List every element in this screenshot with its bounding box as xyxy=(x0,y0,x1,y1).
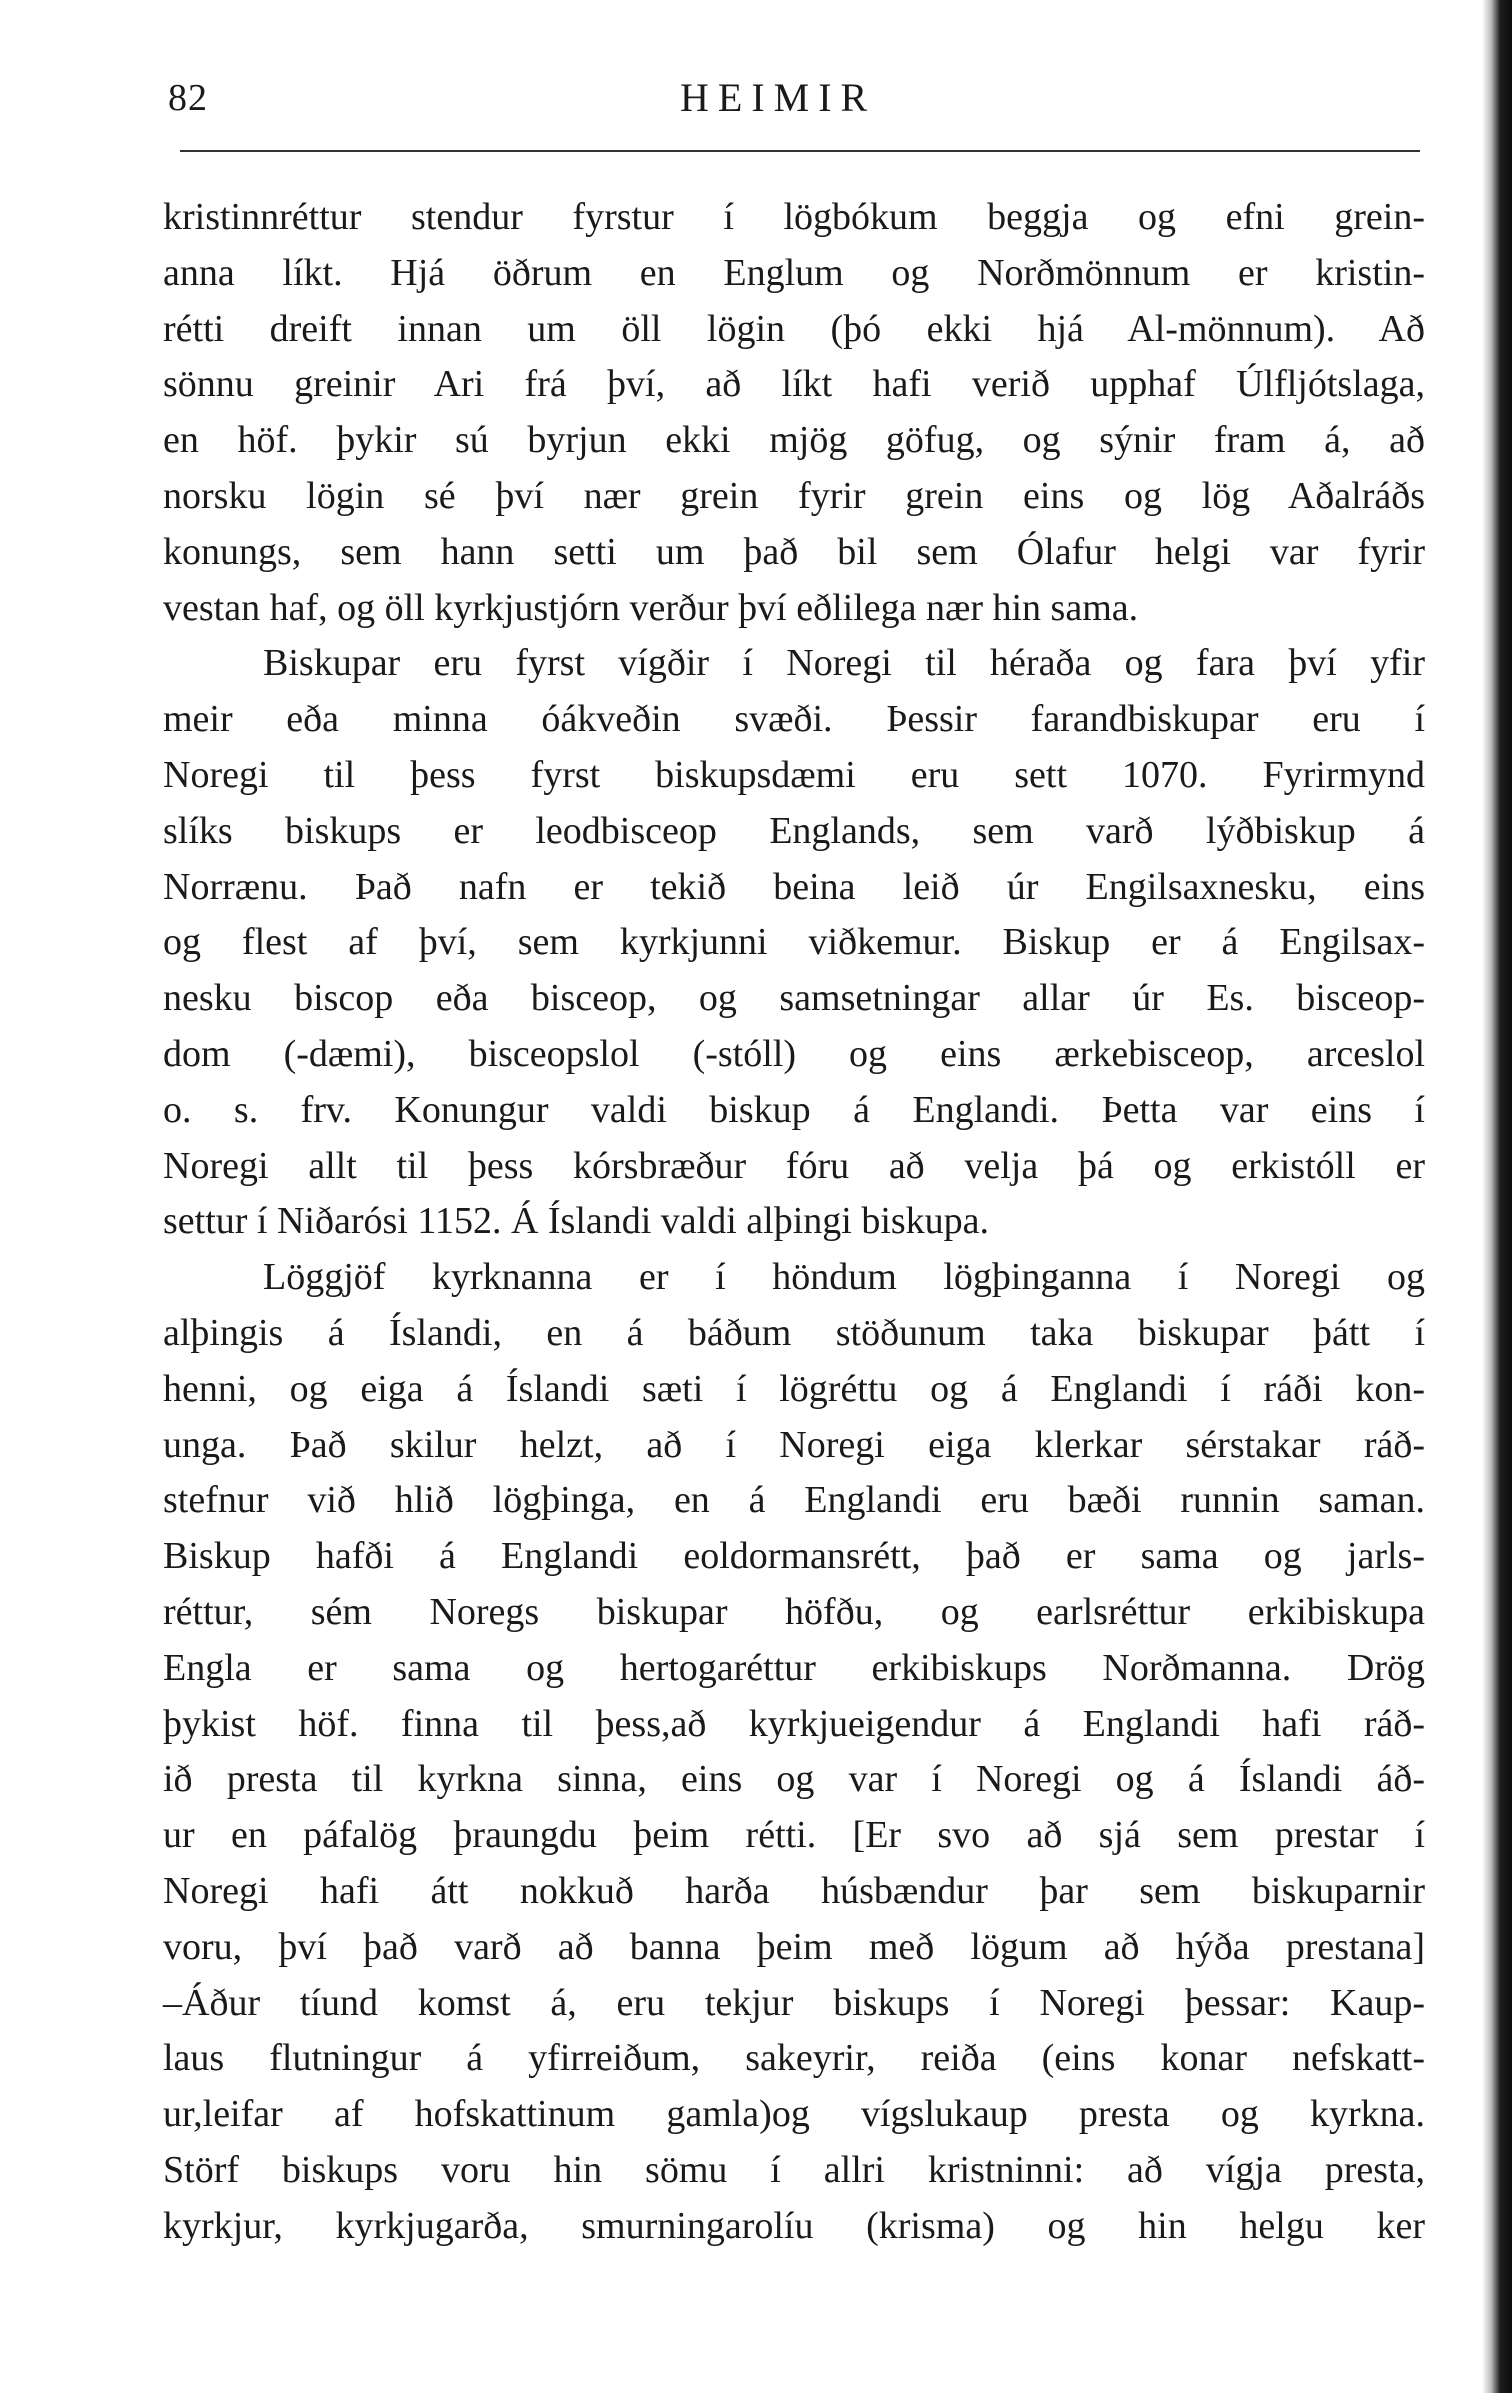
text-line: kyrkjur, kyrkjugarða, smurningarolíu (krisma) og hin helgu ker xyxy=(163,2204,1425,2247)
text-line: laus flutningur á yfirreiðum, sakeyrir, reiða (eins konar nefskatt- xyxy=(163,2037,1425,2080)
text-line: –Áður tíund komst á, eru tekjur biskups í Noregi þessar: Kaup- xyxy=(163,1981,1425,2024)
text-line: Engla er sama og hertogaréttur erkibiskups Norðmanna. Drög xyxy=(163,1646,1425,1689)
text-line: norsku lögin sé því nær grein fyrir grein eins og lög Aðalráðs xyxy=(163,474,1425,517)
text-line: og flest af því, sem kyrkjunni viðkemur. Biskup er á Engilsax- xyxy=(163,921,1425,964)
text-line: unga. Það skilur helzt, að í Noregi eiga klerkar sérstakar ráð- xyxy=(163,1423,1425,1466)
text-line: ur en páfalög þraungdu þeim rétti. [Er svo að sjá sem prestar í xyxy=(163,1814,1425,1857)
text-line: slíks biskups er leodbisceop Englands, sem varð lýðbiskup á xyxy=(163,809,1425,852)
text-line: Norrænu. Það nafn er tekið beina leið úr Engilsaxnesku, eins xyxy=(163,865,1425,908)
text-line: réttur, sém Noregs biskupar höfðu, og earlsréttur erkibiskupa xyxy=(163,1590,1425,1633)
text-line: meir eða minna óákveðin svæði. Þessir farandbiskupar eru í xyxy=(163,698,1425,741)
text-line: vestan haf, og öll kyrkjustjórn verður því eðlilega nær hin sama. xyxy=(163,586,1139,629)
text-line: en höf. þykir sú byrjun ekki mjög göfug, og sýnir fram á, að xyxy=(163,419,1425,462)
text-line: ur,leifar af hofskattinum gamla)og vígslukaup presta og kyrkna. xyxy=(163,2093,1425,2136)
text-line: Biskup hafði á Englandi eoldormansrétt, það er sama og jarls- xyxy=(163,1535,1425,1578)
text-line: Noregi til þess fyrst biskupsdæmi eru sett 1070. Fyrirmynd xyxy=(163,753,1425,796)
text-line: þykist höf. finna til þess,að kyrkjueigendur á Englandi hafi ráð- xyxy=(163,1702,1425,1745)
text-line: Löggjöf kyrknanna er í höndum lögþinganna í Noregi og xyxy=(263,1256,1425,1299)
text-line: sönnu greinir Ari frá því, að líkt hafi verið upphaf Úlfljótslaga, xyxy=(163,363,1425,406)
text-line: alþingis á Íslandi, en á báðum stöðunum taka biskupar þátt í xyxy=(163,1311,1425,1354)
text-line: Biskupar eru fyrst vígðir í Noregi til héraða og fara því yfir xyxy=(263,642,1425,685)
text-line: kristinnréttur stendur fyrstur í lögbókum beggja og efni grein- xyxy=(163,196,1425,238)
header-rule xyxy=(180,150,1420,152)
text-line: stefnur við hlið lögþinga, en á Englandi eru bæði runnin saman. xyxy=(163,1479,1425,1522)
text-line: ið presta til kyrkna sinna, eins og var í Noregi og á Íslandi áð- xyxy=(163,1758,1425,1801)
text-line: o. s. frv. Konungur valdi biskup á Englandi. Þetta var eins í xyxy=(163,1088,1425,1131)
text-line: Noregi hafi átt nokkuð harða húsbændur þar sem biskuparnir xyxy=(163,1869,1425,1912)
page-number: 82 xyxy=(168,77,208,119)
page-binding-edge xyxy=(1482,0,1512,2393)
text-line: voru, því það varð að banna þeim með lögum að hýða prestana] xyxy=(163,1925,1425,1968)
text-line: dom (-dæmi), bisceopslol (-stóll) og eins ærkebisceop, arceslol xyxy=(163,1032,1425,1075)
text-line: konungs, sem hann setti um það bil sem Ólafur helgi var fyrir xyxy=(163,530,1425,573)
text-line: nesku biscop eða bisceop, og samsetningar allar úr Es. bisceop- xyxy=(163,977,1425,1020)
text-line: rétti dreift innan um öll lögin (þó ekki hjá Al-mönnum). Að xyxy=(163,307,1425,350)
page-header xyxy=(160,70,1425,130)
running-title: HEIMIR xyxy=(680,75,877,120)
text-line: Noregi allt til þess kórsbræður fóru að velja þá og erkistóll er xyxy=(163,1144,1425,1187)
body-text xyxy=(163,190,1425,2254)
text-line: Störf biskups voru hin sömu í allri kristninni: að vígja presta, xyxy=(163,2148,1425,2191)
text-line: settur í Niðarósi 1152. Á Íslandi valdi alþingi biskupa. xyxy=(163,1200,990,1243)
text-line: henni, og eiga á Íslandi sæti í lögréttu og á Englandi í ráði kon- xyxy=(163,1367,1425,1410)
text-line: anna líkt. Hjá öðrum en Englum og Norðmönnum er kristin- xyxy=(163,251,1425,294)
